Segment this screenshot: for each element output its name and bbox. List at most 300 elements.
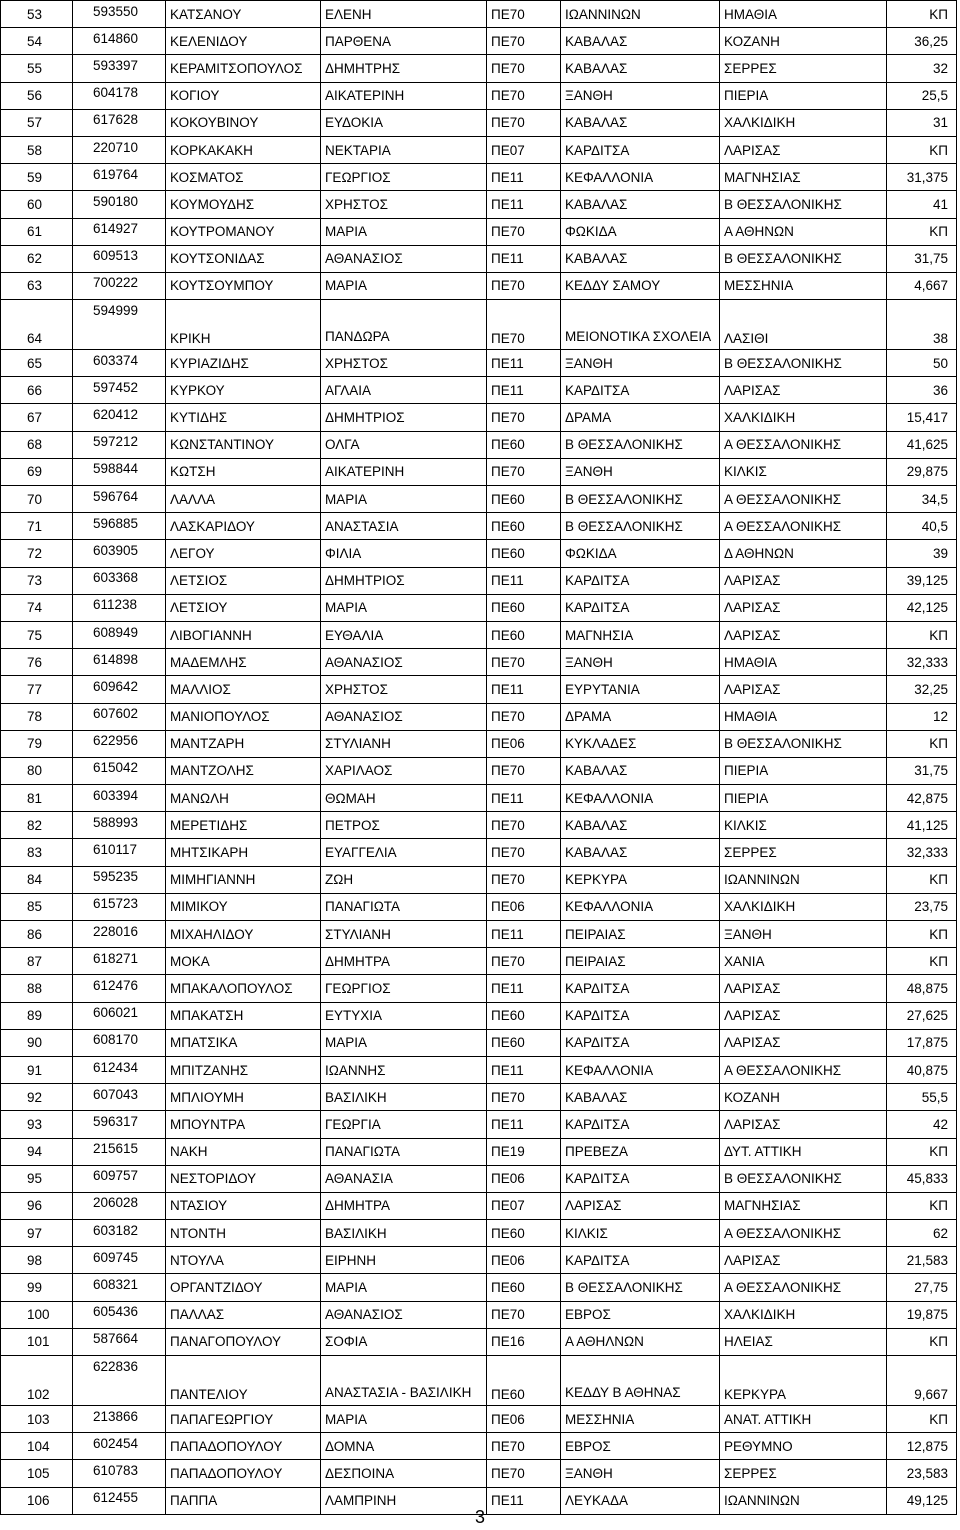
- page-number: 3: [474, 1507, 485, 1527]
- surname-cell: ΜΙΧΑΗΛΙΔΟΥ: [166, 921, 321, 948]
- table-row: [1, 975, 957, 1002]
- score-cell: ΚΠ: [887, 1406, 957, 1433]
- surname-cell: ΚΟΥΤΣΟΝΙΔΑΣ: [166, 245, 321, 272]
- origin-cell: ΚΑΡΔΙΤΣΑ: [561, 1029, 720, 1056]
- origin-cell: ΚΥΚΛΑΔΕΣ: [561, 730, 720, 757]
- origin-cell: ΔΡΑΜΑ: [561, 703, 720, 730]
- destination-cell: Α ΘΕΣΣΑΛΟΝΙΚΗΣ: [720, 431, 887, 458]
- registry-id-cell: 607043: [73, 1081, 166, 1108]
- surname-cell: ΜΠΛΙΟΥΜΗ: [166, 1084, 321, 1111]
- table-row: [1, 191, 957, 218]
- table-row: [1, 1192, 957, 1219]
- specialty-cell: ΠΕ70: [487, 839, 561, 866]
- row-number-cell: 56: [1, 82, 73, 109]
- registry-id-cell: 614860: [73, 25, 166, 52]
- specialty-cell: ΠΕ11: [487, 1487, 561, 1514]
- specialty-cell: ΠΕ07: [487, 1192, 561, 1219]
- surname-cell: ΜΑΔΕΜΛΗΣ: [166, 649, 321, 676]
- registry-id-cell: 213866: [73, 1403, 166, 1430]
- destination-cell: ΛΑΡΙΣΑΣ: [720, 1029, 887, 1056]
- origin-cell: Β ΘΕΣΣΑΛΟΝΙΚΗΣ: [561, 1274, 720, 1301]
- surname-cell: ΚΡΙΚΗ: [166, 300, 321, 350]
- first-name-cell: ΔΗΜΗΤΡΙΟΣ: [321, 567, 487, 594]
- table-row: [1, 109, 957, 136]
- specialty-cell: ΠΕ06: [487, 1406, 561, 1433]
- registry-id-cell: 220710: [73, 133, 166, 160]
- destination-cell: ΗΜΑΘΙΑ: [720, 649, 887, 676]
- table-row: [1, 921, 957, 948]
- destination-cell: ΛΑΡΙΣΑΣ: [720, 377, 887, 404]
- first-name-cell: ΧΑΡΙΛΑΟΣ: [321, 757, 487, 784]
- specialty-cell: ΠΕ07: [487, 136, 561, 163]
- specialty-cell: ΠΕ70: [487, 109, 561, 136]
- row-number-cell: 79: [1, 730, 73, 757]
- score-cell: ΚΠ: [887, 1328, 957, 1355]
- surname-cell: ΝΕΣΤΟΡΙΔΟΥ: [166, 1165, 321, 1192]
- specialty-cell: ΠΕ70: [487, 703, 561, 730]
- score-cell: 17,875: [887, 1029, 957, 1056]
- row-number-cell: 88: [1, 975, 73, 1002]
- table-row: [1, 812, 957, 839]
- origin-cell: ΕΒΡΟΣ: [561, 1301, 720, 1328]
- destination-cell: Β ΘΕΣΣΑΛΟΝΙΚΗΣ: [720, 245, 887, 272]
- destination-cell: Α ΘΕΣΣΑΛΟΝΙΚΗΣ: [720, 1056, 887, 1083]
- surname-cell: ΜΑΝΤΖΑΡΗ: [166, 730, 321, 757]
- first-name-cell: ΑΘΑΝΑΣΙΟΣ: [321, 245, 487, 272]
- score-cell: 32,25: [887, 676, 957, 703]
- origin-cell: ΜΑΓΝΗΣΙΑ: [561, 621, 720, 648]
- destination-cell: ΧΑΛΚΙΔΙΚΗ: [720, 109, 887, 136]
- origin-cell: Β ΘΕΣΣΑΛΟΝΙΚΗΣ: [561, 486, 720, 513]
- row-number-cell: 90: [1, 1029, 73, 1056]
- destination-cell: ΔΥΤ. ΑΤΤΙΚΗ: [720, 1138, 887, 1165]
- table-row: [1, 28, 957, 55]
- row-number-cell: 57: [1, 109, 73, 136]
- surname-cell: ΚΟΥΤΡΟΜΑΝΟΥ: [166, 218, 321, 245]
- destination-cell: ΛΑΡΙΣΑΣ: [720, 1002, 887, 1029]
- table-row: [1, 55, 957, 82]
- surname-cell: ΠΑΠΑΓΕΩΡΓΙΟΥ: [166, 1406, 321, 1433]
- registry-id-cell: 597452: [73, 374, 166, 401]
- row-number-cell: 84: [1, 866, 73, 893]
- surname-cell: ΜΗΤΣΙΚΑΡΗ: [166, 839, 321, 866]
- row-number-cell: 86: [1, 921, 73, 948]
- destination-cell: Α ΘΕΣΣΑΛΟΝΙΚΗΣ: [720, 513, 887, 540]
- first-name-cell: ΕΙΡΗΝΗ: [321, 1247, 487, 1274]
- first-name-cell: ΟΛΓΑ: [321, 431, 487, 458]
- surname-cell: ΠΑΠΑΔΟΠΟΥΛΟΥ: [166, 1460, 321, 1487]
- score-cell: 31,75: [887, 757, 957, 784]
- table-row: [1, 1406, 957, 1433]
- table-row: [1, 1084, 957, 1111]
- table-row: [1, 1056, 957, 1083]
- specialty-cell: ΠΕ06: [487, 730, 561, 757]
- origin-cell: ΠΕΙΡΑΙΑΣ: [561, 948, 720, 975]
- surname-cell: ΚΑΤΣΑΝΟΥ: [166, 1, 321, 28]
- row-number-cell: 106: [1, 1487, 73, 1514]
- origin-cell: ΚΑΒΑΛΑΣ: [561, 1084, 720, 1111]
- score-cell: ΚΠ: [887, 1138, 957, 1165]
- first-name-cell: ΣΟΦΙΑ: [321, 1328, 487, 1355]
- specialty-cell: ΠΕ60: [487, 1356, 561, 1406]
- specialty-cell: ΠΕ70: [487, 757, 561, 784]
- origin-cell: ΚΕΔΔΥ ΣΑΜΟΥ: [561, 272, 720, 299]
- score-cell: ΚΠ: [887, 218, 957, 245]
- registry-id-cell: 588993: [73, 809, 166, 836]
- registry-id-cell: 603368: [73, 564, 166, 591]
- first-name-cell: ΕΥΑΓΓΕΛΙΑ: [321, 839, 487, 866]
- score-cell: ΚΠ: [887, 1192, 957, 1219]
- surname-cell: ΜΠΟΥΝΤΡΑ: [166, 1111, 321, 1138]
- row-number-cell: 60: [1, 191, 73, 218]
- origin-cell: ΚΑΡΔΙΤΣΑ: [561, 377, 720, 404]
- score-cell: 25,5: [887, 82, 957, 109]
- table-row: [1, 136, 957, 163]
- destination-cell: ΡΕΘΥΜΝΟ: [720, 1433, 887, 1460]
- destination-cell: ΛΑΡΙΣΑΣ: [720, 136, 887, 163]
- registry-id-cell: 603374: [73, 347, 166, 374]
- row-number-cell: 105: [1, 1460, 73, 1487]
- first-name-cell: ΑΙΚΑΤΕΡΙΝΗ: [321, 82, 487, 109]
- surname-cell: ΛΑΛΛΑ: [166, 486, 321, 513]
- score-cell: 31,375: [887, 164, 957, 191]
- table-row: [1, 893, 957, 920]
- table-row: [1, 621, 957, 648]
- surname-cell: ΚΟΚΟΥΒΙΝΟΥ: [166, 109, 321, 136]
- first-name-cell: ΜΑΡΙΑ: [321, 486, 487, 513]
- origin-cell: ΕΥΡΥΤΑΝΙΑ: [561, 676, 720, 703]
- score-cell: 42,125: [887, 594, 957, 621]
- table-row: [1, 1301, 957, 1328]
- first-name-cell: ΔΟΜΝΑ: [321, 1433, 487, 1460]
- table-row: [1, 404, 957, 431]
- score-cell: 12,875: [887, 1433, 957, 1460]
- specialty-cell: ΠΕ70: [487, 404, 561, 431]
- destination-cell: ΣΕΡΡΕΣ: [720, 1460, 887, 1487]
- surname-cell: ΜΠΑΤΣΙΚΑ: [166, 1029, 321, 1056]
- specialty-cell: ΠΕ06: [487, 1247, 561, 1274]
- registry-id-cell: 614898: [73, 646, 166, 673]
- row-number-cell: 62: [1, 245, 73, 272]
- surname-cell: ΝΤΑΣΙΟΥ: [166, 1192, 321, 1219]
- registry-id-cell: 603905: [73, 537, 166, 564]
- score-cell: 32,333: [887, 839, 957, 866]
- surname-cell: ΜΑΝΩΛΗ: [166, 785, 321, 812]
- row-number-cell: 89: [1, 1002, 73, 1029]
- specialty-cell: ΠΕ60: [487, 431, 561, 458]
- registry-id-cell: 598844: [73, 455, 166, 482]
- surname-cell: ΛΙΒΟΓΙΑΝΝΗ: [166, 621, 321, 648]
- surname-cell: ΚΕΡΑΜΙΤΣΟΠΟΥΛΟΣ: [166, 55, 321, 82]
- first-name-cell: ΛΑΜΠΡΙΝΗ: [321, 1487, 487, 1514]
- first-name-cell: ΣΤΥΛΙΑΝΗ: [321, 921, 487, 948]
- registry-id-cell: 590180: [73, 188, 166, 215]
- registry-id-cell: 622956: [73, 727, 166, 754]
- destination-cell: ΚΙΛΚΙΣ: [720, 812, 887, 839]
- origin-cell: ΛΑΡΙΣΑΣ: [561, 1192, 720, 1219]
- row-number-cell: 87: [1, 948, 73, 975]
- destination-cell: Α ΘΕΣΣΑΛΟΝΙΚΗΣ: [720, 1220, 887, 1247]
- specialty-cell: ΠΕ60: [487, 621, 561, 648]
- score-cell: 27,625: [887, 1002, 957, 1029]
- row-number-cell: 102: [1, 1356, 73, 1406]
- registry-id-cell: 612434: [73, 1053, 166, 1080]
- first-name-cell: ΜΑΡΙΑ: [321, 1029, 487, 1056]
- specialty-cell: ΠΕ70: [487, 218, 561, 245]
- row-number-cell: 96: [1, 1192, 73, 1219]
- row-number-cell: 69: [1, 458, 73, 485]
- score-cell: ΚΠ: [887, 136, 957, 163]
- origin-cell: ΠΡΕΒΕΖΑ: [561, 1138, 720, 1165]
- score-cell: 23,583: [887, 1460, 957, 1487]
- origin-cell: ΚΕΡΚΥΡΑ: [561, 866, 720, 893]
- origin-cell: ΦΩΚΙΔΑ: [561, 218, 720, 245]
- specialty-cell: ΠΕ60: [487, 540, 561, 567]
- table-row: [1, 785, 957, 812]
- registry-id-cell: 609642: [73, 673, 166, 700]
- surname-cell: ΜΑΝΤΖΟΛΗΣ: [166, 757, 321, 784]
- table-row: [1, 1, 957, 28]
- surname-cell: ΜΠΑΚΑΤΣΗ: [166, 1002, 321, 1029]
- destination-cell: ΧΑΛΚΙΔΙΚΗ: [720, 1301, 887, 1328]
- row-number-cell: 77: [1, 676, 73, 703]
- table-row: [1, 676, 957, 703]
- registry-id-cell: 609745: [73, 1244, 166, 1271]
- origin-cell: ΚΑΡΔΙΤΣΑ: [561, 594, 720, 621]
- table-row: [1, 1029, 957, 1056]
- destination-cell: ΣΕΡΡΕΣ: [720, 839, 887, 866]
- specialty-cell: ΠΕ11: [487, 567, 561, 594]
- destination-cell: Β ΘΕΣΣΑΛΟΝΙΚΗΣ: [720, 1165, 887, 1192]
- surname-cell: ΜΕΡΕΤΙΔΗΣ: [166, 812, 321, 839]
- first-name-cell: ΠΑΝΑΓΙΩΤΑ: [321, 1138, 487, 1165]
- surname-cell: ΛΑΣΚΑΡΙΔΟΥ: [166, 513, 321, 540]
- row-number-cell: 83: [1, 839, 73, 866]
- registry-id-cell: 603394: [73, 782, 166, 809]
- surname-cell: ΜΑΝΙΟΠΟΥΛΟΣ: [166, 703, 321, 730]
- first-name-cell: ΝΕΚΤΑΡΙΑ: [321, 136, 487, 163]
- first-name-cell: ΣΤΥΛΙΑΝΗ: [321, 730, 487, 757]
- row-number-cell: 85: [1, 893, 73, 920]
- specialty-cell: ΠΕ60: [487, 486, 561, 513]
- row-number-cell: 92: [1, 1084, 73, 1111]
- score-cell: ΚΠ: [887, 621, 957, 648]
- registry-id-cell: 612455: [73, 1484, 166, 1511]
- score-cell: 32: [887, 55, 957, 82]
- first-name-cell: ΙΩΑΝΝΗΣ: [321, 1056, 487, 1083]
- registry-id-cell: 608321: [73, 1271, 166, 1298]
- row-number-cell: 104: [1, 1433, 73, 1460]
- score-cell: 34,5: [887, 486, 957, 513]
- origin-cell: ΚΑΡΔΙΤΣΑ: [561, 1002, 720, 1029]
- row-number-cell: 99: [1, 1274, 73, 1301]
- registry-id-cell: 595235: [73, 863, 166, 890]
- registry-id-cell: 605436: [73, 1298, 166, 1325]
- destination-cell: ΗΜΑΘΙΑ: [720, 1, 887, 28]
- destination-cell: ΧΑΛΚΙΔΙΚΗ: [720, 404, 887, 431]
- surname-cell: ΚΟΥΜΟΥΔΗΣ: [166, 191, 321, 218]
- row-number-cell: 61: [1, 218, 73, 245]
- specialty-cell: ΠΕ60: [487, 594, 561, 621]
- row-number-cell: 73: [1, 567, 73, 594]
- row-number-cell: 95: [1, 1165, 73, 1192]
- first-name-cell: ΕΥΘΑΛΙΑ: [321, 621, 487, 648]
- score-cell: 39,125: [887, 567, 957, 594]
- registry-id-cell: 615042: [73, 754, 166, 781]
- surname-cell: ΚΥΤΙΔΗΣ: [166, 404, 321, 431]
- surname-cell: ΜΠΑΚΑΛΟΠΟΥΛΟΣ: [166, 975, 321, 1002]
- first-name-cell: ΧΡΗΣΤΟΣ: [321, 350, 487, 377]
- first-name-cell: ΕΛΕΝΗ: [321, 1, 487, 28]
- first-name-cell: ΘΩΜΑΗ: [321, 785, 487, 812]
- first-name-cell: ΠΑΡΘΕΝΑ: [321, 28, 487, 55]
- first-name-cell: ΠΕΤΡΟΣ: [321, 812, 487, 839]
- row-number-cell: 67: [1, 404, 73, 431]
- first-name-cell: ΑΘΑΝΑΣΙΟΣ: [321, 1301, 487, 1328]
- row-number-cell: 80: [1, 757, 73, 784]
- destination-cell: ΙΩΑΝΝΙΝΩΝ: [720, 1487, 887, 1514]
- surname-cell: ΟΡΓΑΝΤΖΙΔΟΥ: [166, 1274, 321, 1301]
- origin-cell: ΚΑΒΑΛΑΣ: [561, 28, 720, 55]
- specialty-cell: ΠΕ60: [487, 513, 561, 540]
- origin-cell: ΦΩΚΙΔΑ: [561, 540, 720, 567]
- registry-id-cell: 602454: [73, 1430, 166, 1457]
- specialty-cell: ΠΕ70: [487, 649, 561, 676]
- surname-cell: ΠΑΠΠΑ: [166, 1487, 321, 1514]
- specialty-cell: ΠΕ11: [487, 975, 561, 1002]
- registry-id-cell: 587664: [73, 1325, 166, 1352]
- table-row: [1, 1328, 957, 1355]
- row-number-cell: 82: [1, 812, 73, 839]
- origin-cell: ΚΕΦΑΛΛΟΝΙΑ: [561, 1056, 720, 1083]
- table-row: [1, 757, 957, 784]
- score-cell: 31,75: [887, 245, 957, 272]
- first-name-cell: ΒΑΣΙΛΙΚΗ: [321, 1084, 487, 1111]
- first-name-cell: ΑΝΑΣΤΑΣΙΑ - ΒΑΣΙΛΙΚΗ: [321, 1356, 487, 1406]
- row-number-cell: 54: [1, 28, 73, 55]
- origin-cell: ΚΕΦΑΛΛΟΝΙΑ: [561, 785, 720, 812]
- surname-cell: ΝΑΚΗ: [166, 1138, 321, 1165]
- row-number-cell: 78: [1, 703, 73, 730]
- table-row: [1, 431, 957, 458]
- specialty-cell: ΠΕ11: [487, 245, 561, 272]
- surname-cell: ΠΑΠΑΔΟΠΟΥΛΟΥ: [166, 1433, 321, 1460]
- row-number-cell: 58: [1, 136, 73, 163]
- surname-cell: ΚΟΥΤΣΟΥΜΠΟΥ: [166, 272, 321, 299]
- surname-cell: ΚΟΡΚΑΚΑΚΗ: [166, 136, 321, 163]
- origin-cell: ΚΑΡΔΙΤΣΑ: [561, 975, 720, 1002]
- row-number-cell: 100: [1, 1301, 73, 1328]
- score-cell: 32,333: [887, 649, 957, 676]
- registry-id-cell: 617628: [73, 106, 166, 133]
- first-name-cell: ΜΑΡΙΑ: [321, 272, 487, 299]
- surname-cell: ΛΕΤΣΙΟΣ: [166, 567, 321, 594]
- specialty-cell: ΠΕ70: [487, 866, 561, 893]
- score-cell: ΚΠ: [887, 1, 957, 28]
- surname-cell: ΚΩΝΣΤΑΝΤΙΝΟΥ: [166, 431, 321, 458]
- registry-id-cell: 596885: [73, 510, 166, 537]
- first-name-cell: ΑΘΑΝΑΣΙΟΣ: [321, 649, 487, 676]
- origin-cell: Α ΑΘΗΛΝΩΝ: [561, 1328, 720, 1355]
- registry-id-cell: 618271: [73, 945, 166, 972]
- score-cell: ΚΠ: [887, 948, 957, 975]
- registry-id-cell: 215615: [73, 1135, 166, 1162]
- specialty-cell: ΠΕ06: [487, 1165, 561, 1192]
- row-number-cell: 53: [1, 1, 73, 28]
- table-row: [1, 82, 957, 109]
- score-cell: 31: [887, 109, 957, 136]
- score-cell: 48,875: [887, 975, 957, 1002]
- origin-cell: ΚΙΛΚΙΣ: [561, 1220, 720, 1247]
- registry-id-cell: 622836: [73, 1353, 166, 1403]
- first-name-cell: ΑΓΛΑΙΑ: [321, 377, 487, 404]
- specialty-cell: ΠΕ70: [487, 1, 561, 28]
- first-name-cell: ΔΕΣΠΟΙΝΑ: [321, 1460, 487, 1487]
- specialty-cell: ΠΕ11: [487, 377, 561, 404]
- first-name-cell: ΜΑΡΙΑ: [321, 1406, 487, 1433]
- surname-cell: ΜΠΙΤΖΑΝΗΣ: [166, 1056, 321, 1083]
- table-row: [1, 1220, 957, 1247]
- registry-id-cell: 593550: [73, 0, 166, 25]
- origin-cell: Β ΘΕΣΣΑΛΟΝΙΚΗΣ: [561, 513, 720, 540]
- specialty-cell: ΠΕ60: [487, 1029, 561, 1056]
- origin-cell: ΚΕΦΑΛΛΟΝΙΑ: [561, 893, 720, 920]
- registry-id-cell: 608949: [73, 618, 166, 645]
- registry-id-cell: 596764: [73, 483, 166, 510]
- score-cell: ΚΠ: [887, 921, 957, 948]
- surname-cell: ΜΑΛΛΙΟΣ: [166, 676, 321, 703]
- destination-cell: Β ΘΕΣΣΑΛΟΝΙΚΗΣ: [720, 191, 887, 218]
- table-row: [1, 513, 957, 540]
- row-number-cell: 68: [1, 431, 73, 458]
- origin-cell: ΜΕΙΟΝΟΤΙΚΑ ΣΧΟΛΕΙΑ: [561, 300, 720, 350]
- registry-id-cell: 206028: [73, 1189, 166, 1216]
- first-name-cell: ΒΑΣΙΛΙΚΗ: [321, 1220, 487, 1247]
- specialty-cell: ΠΕ11: [487, 1111, 561, 1138]
- specialty-cell: ΠΕ70: [487, 1460, 561, 1487]
- row-number-cell: 98: [1, 1247, 73, 1274]
- origin-cell: ΚΑΡΔΙΤΣΑ: [561, 1111, 720, 1138]
- score-cell: 19,875: [887, 1301, 957, 1328]
- destination-cell: ΚΕΡΚΥΡΑ: [720, 1356, 887, 1406]
- origin-cell: ΚΕΦΑΛΛΟΝΙΑ: [561, 164, 720, 191]
- destination-cell: ΠΙΕΡΙΑ: [720, 785, 887, 812]
- score-cell: 39: [887, 540, 957, 567]
- table-row: [1, 377, 957, 404]
- origin-cell: ΚΑΒΑΛΑΣ: [561, 757, 720, 784]
- score-cell: 4,667: [887, 272, 957, 299]
- surname-cell: ΜΙΜΙΚΟΥ: [166, 893, 321, 920]
- score-cell: 40,875: [887, 1056, 957, 1083]
- first-name-cell: ΔΗΜΗΤΡΑ: [321, 948, 487, 975]
- table-row: [1, 567, 957, 594]
- specialty-cell: ΠΕ70: [487, 55, 561, 82]
- surname-cell: ΚΥΡΚΟΥ: [166, 377, 321, 404]
- specialty-cell: ΠΕ06: [487, 893, 561, 920]
- first-name-cell: ΜΑΡΙΑ: [321, 1274, 487, 1301]
- destination-cell: ΚΙΛΚΙΣ: [720, 458, 887, 485]
- origin-cell: ΚΑΒΑΛΑΣ: [561, 191, 720, 218]
- table-row: [1, 1433, 957, 1460]
- specialty-cell: ΠΕ70: [487, 1084, 561, 1111]
- specialty-cell: ΠΕ70: [487, 812, 561, 839]
- score-cell: 41,625: [887, 431, 957, 458]
- specialty-cell: ΠΕ70: [487, 300, 561, 350]
- score-cell: 41,125: [887, 812, 957, 839]
- table-row: [1, 300, 957, 350]
- table-row: [1, 1274, 957, 1301]
- destination-cell: ΛΑΡΙΣΑΣ: [720, 567, 887, 594]
